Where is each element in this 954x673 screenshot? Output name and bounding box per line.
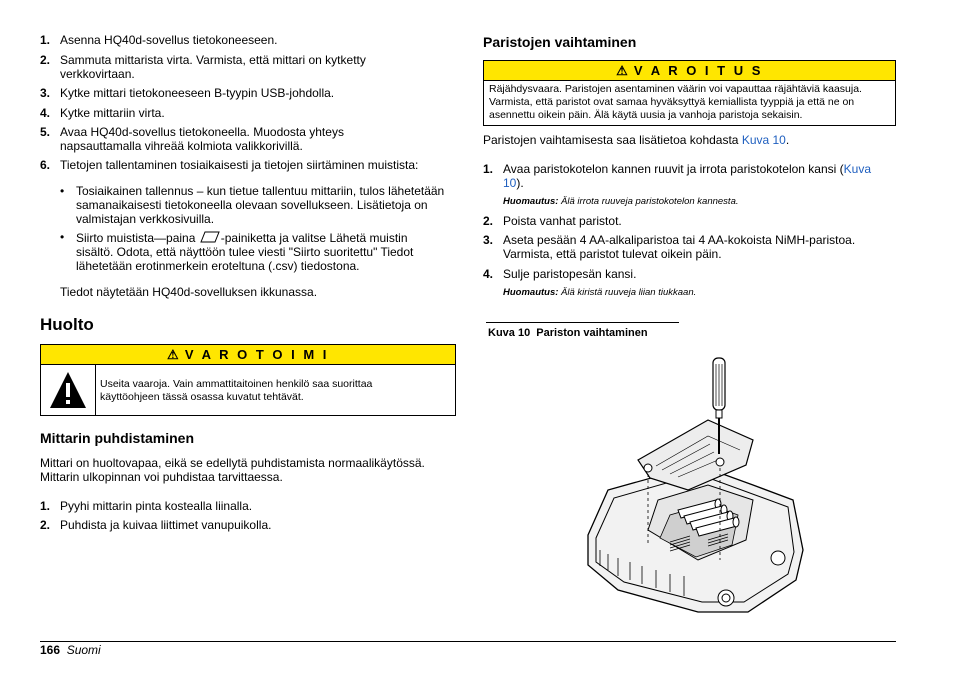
subsection-title: Mittarin puhdistaminen	[40, 430, 194, 446]
cover-screw	[644, 464, 652, 472]
meter-foot	[771, 551, 785, 565]
battery-replacement-illustration	[578, 350, 896, 622]
figure-link[interactable]: Kuva 10	[503, 162, 871, 190]
note: Huomautus: Älä irrota ruuveja paristokotelon kannesta.	[503, 196, 739, 207]
bullet-dot: •	[60, 184, 65, 198]
warning-header: ⚠ V A R O I T U S	[484, 61, 895, 81]
warning-triangle-icon: ⚠	[616, 63, 628, 78]
bullet-dot: •	[60, 230, 65, 244]
warning-triangle-icon: ⚠	[167, 347, 179, 362]
figure-link[interactable]: Kuva 10	[741, 133, 786, 147]
footer	[40, 643, 101, 657]
caution-text: Useita vaaroja. Vain ammattitaitoinen henkilö saa suorittaa käyttöohjeen tässä osassa kuvatut tehtävät.	[100, 378, 373, 403]
cover-screw	[716, 458, 724, 466]
edit-button-icon	[199, 230, 221, 244]
caution-icon-cell	[41, 365, 96, 415]
section-title: Huolto	[40, 315, 94, 334]
caption-rule	[486, 322, 679, 323]
section-title: Paristojen vaihtaminen	[483, 34, 637, 50]
reference-text: Paristojen vaihtamisesta saa lisätietoa kohdasta Kuva 10.	[483, 133, 790, 147]
meter-foot	[718, 590, 734, 606]
language-label: Suomi	[66, 643, 101, 657]
caution-box	[40, 344, 456, 416]
note: Huomautus: Älä kiristä ruuveja liian tiukkaan.	[503, 287, 697, 298]
caution-header: ⚠ V A R O T O I M I	[41, 345, 455, 365]
footer-rule	[40, 641, 896, 642]
result-text: Tiedot näytetään HQ40d-sovelluksen ikkunassa.	[60, 285, 318, 299]
figure-caption: Kuva 10 Pariston vaihtaminen	[488, 327, 648, 339]
page-number: 166	[40, 643, 61, 657]
warning-icon	[48, 370, 88, 410]
cleaning-intro: Mittari on huoltovapaa, eikä se edellytä puhdistamista normaalikäytössä. Mittarin ulkopinnan voi puhdistaa tarvittaessa.	[40, 456, 425, 484]
warning-box	[483, 60, 896, 126]
warning-text: Räjähdysvaara. Paristojen asentaminen väärin voi vapauttaa räjähtäviä kaasuja. Varmista, että paristot ovat samaa hyväksyttyä kemiallista tyyppiä ja että ne on asennettu oikein päin. Älä käytä uusia ja vanhoja paristoja sekaisin.	[489, 83, 862, 121]
